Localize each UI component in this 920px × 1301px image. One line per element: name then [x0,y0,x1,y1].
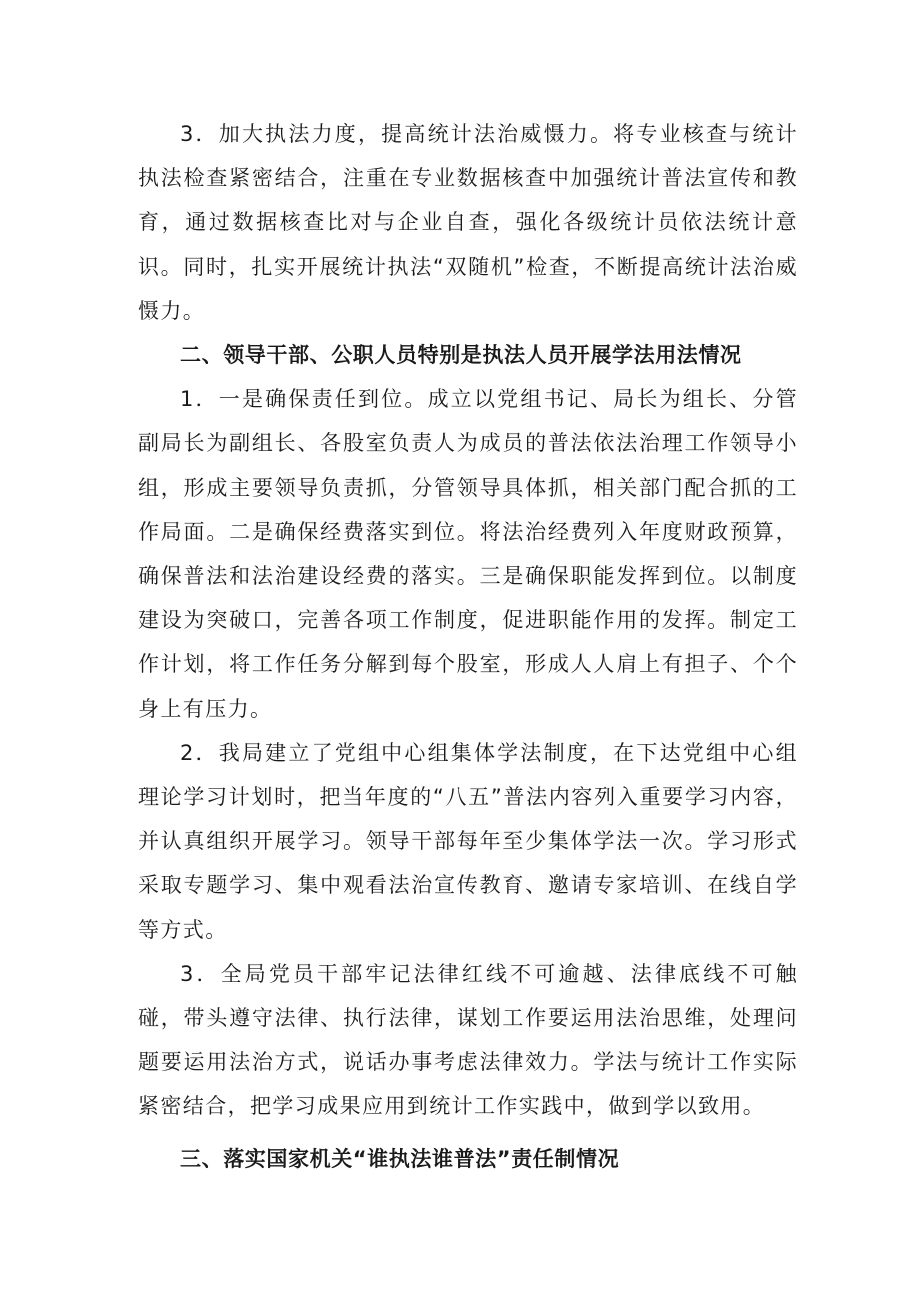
paragraph-law-abiding: 3．全局党员干部牢记法律红线不可逾越、法律底线不可触碰，带头遵守法律、执行法律，谋划工作要运用法治思维，处理问题要运用法治方式，说话办事考虑法律效力。学法与统计工作实际紧密结合，把学习成果应用到统计工作实践中，做到学以致用。 [138,961,798,1119]
document-body [138,112,798,1181]
paragraph-group-study: 2．我局建立了党组中心组集体学法制度，在下达党组中心组理论学习计划时，把当年度的“八五”普法内容列入重要学习内容，并认真组织开展学习。领导干部每年至少集体学法一次。学习形式采取专题学习、集中观看法治宣传教育、邀请专家培训、在线自学等方式。 [138,740,798,942]
paragraph-enforcement-deterrence: 3．加大执法力度，提高统计法治威慑力。将专业核查与统计执法检查紧密结合，注重在专业数据核查中加强统计普法宣传和教育，通过数据核查比对与企业自查，强化各级统计员依法统计意识。同时，扎实开展统计执法“双随机”检查，不断提高统计法治威慑力。 [138,122,798,323]
section-heading-3: 三、落实国家机关“谁执法谁普法”责任制情况 [180,1146,620,1171]
paragraph-responsibility: 1．一是确保责任到位。成立以党组书记、局长为组长、分管副局长为副组长、各股室负责人为成员的普法依法治理工作领导小组，形成主要领导负责抓，分管领导具体抓，相关部门配合抓的工作局面。二是确保经费落实到位。将法治经费列入年度财政预算，确保普法和法治建设经费的落实。三是确保职能发挥到位。以制度建设为突破口，完善各项工作制度，促进职能作用的发挥。制定工作计划，将工作任务分解到每个股室，形成人人肩上有担子、个个身上有压力。 [138,387,798,721]
section-heading-2: 二、领导干部、公职人员特别是执法人员开展学法用法情况 [180,343,742,368]
